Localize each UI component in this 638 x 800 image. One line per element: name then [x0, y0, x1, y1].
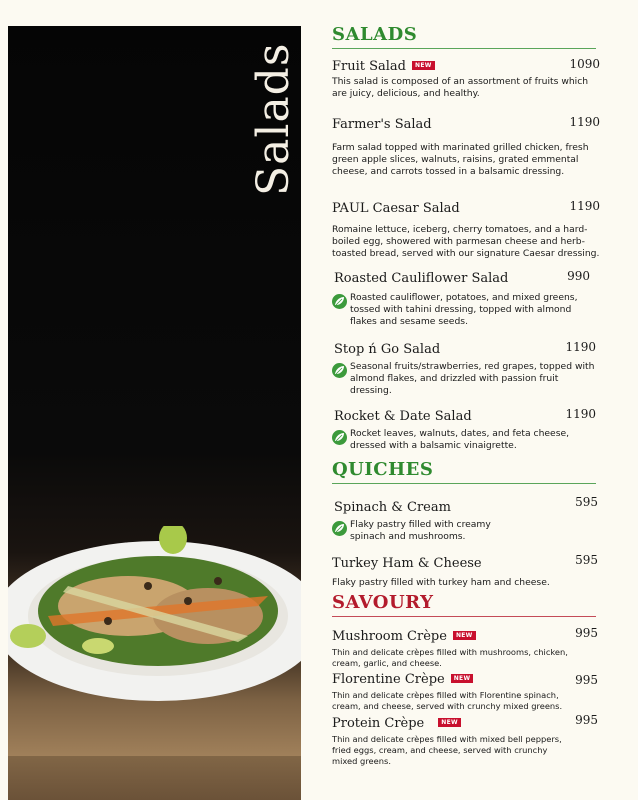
- menu-item-farmers-salad: [332, 113, 600, 178]
- new-badge: NEW: [451, 674, 474, 683]
- item-name: PAUL Caesar Salad: [332, 201, 460, 216]
- new-badge: NEW: [453, 631, 476, 640]
- menu-item-turkey-ham-cheese: [332, 552, 600, 589]
- item-description: [332, 428, 600, 452]
- item-description: Farm salad topped with marinated grilled chicken, fresh green apple slices, walnuts, raisins, grated emmental cheese, and carrots tossed in a balsamic dressing.: [332, 142, 589, 177]
- salad-plate-image: [8, 526, 301, 756]
- item-description-text: Flaky pastry filled with creamy spinach and mushrooms.: [350, 519, 491, 542]
- menu-item-protein-crepe: [332, 712, 600, 767]
- item-name: Roasted Cauliflower Salad: [334, 271, 509, 286]
- menu-item-mushroom-crepe: [332, 625, 600, 669]
- item-description-text: Roasted cauliflower, potatoes, and mixed greens, tossed with tahini dressing, topped with almond flakes and sesame seeds.: [350, 292, 578, 327]
- item-name: Rocket & Date Salad: [334, 409, 472, 424]
- item-name: Farmer's Salad: [332, 117, 432, 132]
- item-description-text: Seasonal fruits/strawberries, red grapes, topped with almond flakes, and drizzled with passion fruit dressing.: [350, 361, 595, 396]
- menu-item-cauliflower-salad: [332, 267, 600, 328]
- menu-item-rocket-date-salad: [332, 405, 600, 452]
- menu-item-florentine-crepe: [332, 668, 600, 712]
- item-description: [332, 519, 520, 543]
- item-price: 1090: [569, 57, 600, 71]
- vegetarian-leaf-icon: [332, 294, 347, 309]
- item-price: 1190: [569, 199, 600, 213]
- vegetarian-leaf-icon: [332, 363, 347, 378]
- item-description-text: Rocket leaves, walnuts, dates, and feta cheese, dressed with a balsamic vinaigrette.: [350, 428, 570, 451]
- item-price: 995: [575, 673, 598, 687]
- item-price: 1190: [569, 115, 600, 129]
- section-quiches-header: QUICHES: [332, 459, 596, 484]
- item-name: Protein Crèpe: [332, 716, 425, 731]
- side-title: Salads: [248, 42, 299, 196]
- item-description: This salad is composed of an assortment of fruits which are juicy, delicious, and healthy.: [332, 76, 589, 99]
- item-price: 1190: [565, 407, 596, 421]
- item-price: 595: [575, 495, 598, 509]
- section-salads-header: SALADS: [332, 24, 596, 49]
- salad-photo-panel: [8, 26, 301, 800]
- item-name: Stop ń Go Salad: [334, 342, 441, 357]
- item-description: Thin and delicate crèpes filled with Florentine spinach, cream, and cheese, served with crunchy mixed greens.: [332, 690, 563, 711]
- item-price: 995: [575, 713, 598, 727]
- new-badge: NEW: [412, 61, 435, 70]
- menu-item-spinach-cream: [332, 496, 600, 543]
- item-description: Thin and delicate crèpes filled with mixed bell peppers, fried eggs, cream, and cheese, served with crunchy mixed greens.: [332, 734, 562, 766]
- item-name: Turkey Ham & Cheese: [332, 556, 482, 571]
- item-name: Mushroom Crèpe: [332, 629, 447, 644]
- item-name: Fruit Salad: [332, 59, 407, 74]
- menu-item-stop-n-go-salad: [332, 338, 600, 397]
- vegetarian-leaf-icon: [332, 521, 347, 536]
- menu-item-caesar-salad: [332, 197, 600, 260]
- item-description: Flaky pastry filled with turkey ham and cheese.: [332, 577, 550, 588]
- item-description: Romaine lettuce, iceberg, cherry tomatoes, and a hard-boiled egg, showered with parmesan cheese and herb-toasted bread, served with our signature Caesar dressing.: [332, 224, 600, 259]
- item-price: 1190: [565, 340, 596, 354]
- item-price: 995: [575, 626, 598, 640]
- item-description: Thin and delicate crèpes filled with mushrooms, chicken, cream, garlic, and cheese.: [332, 647, 568, 668]
- item-price: 595: [575, 553, 598, 567]
- item-name: Spinach & Cream: [334, 500, 451, 515]
- item-price: 990: [567, 269, 590, 283]
- item-description: [332, 292, 600, 328]
- menu-item-fruit-salad: [332, 55, 600, 100]
- section-savoury-header: SAVOURY: [332, 592, 596, 617]
- item-description: [332, 361, 600, 397]
- vegetarian-leaf-icon: [332, 430, 347, 445]
- new-badge: NEW: [438, 718, 461, 727]
- item-name: Florentine Crèpe: [332, 672, 445, 687]
